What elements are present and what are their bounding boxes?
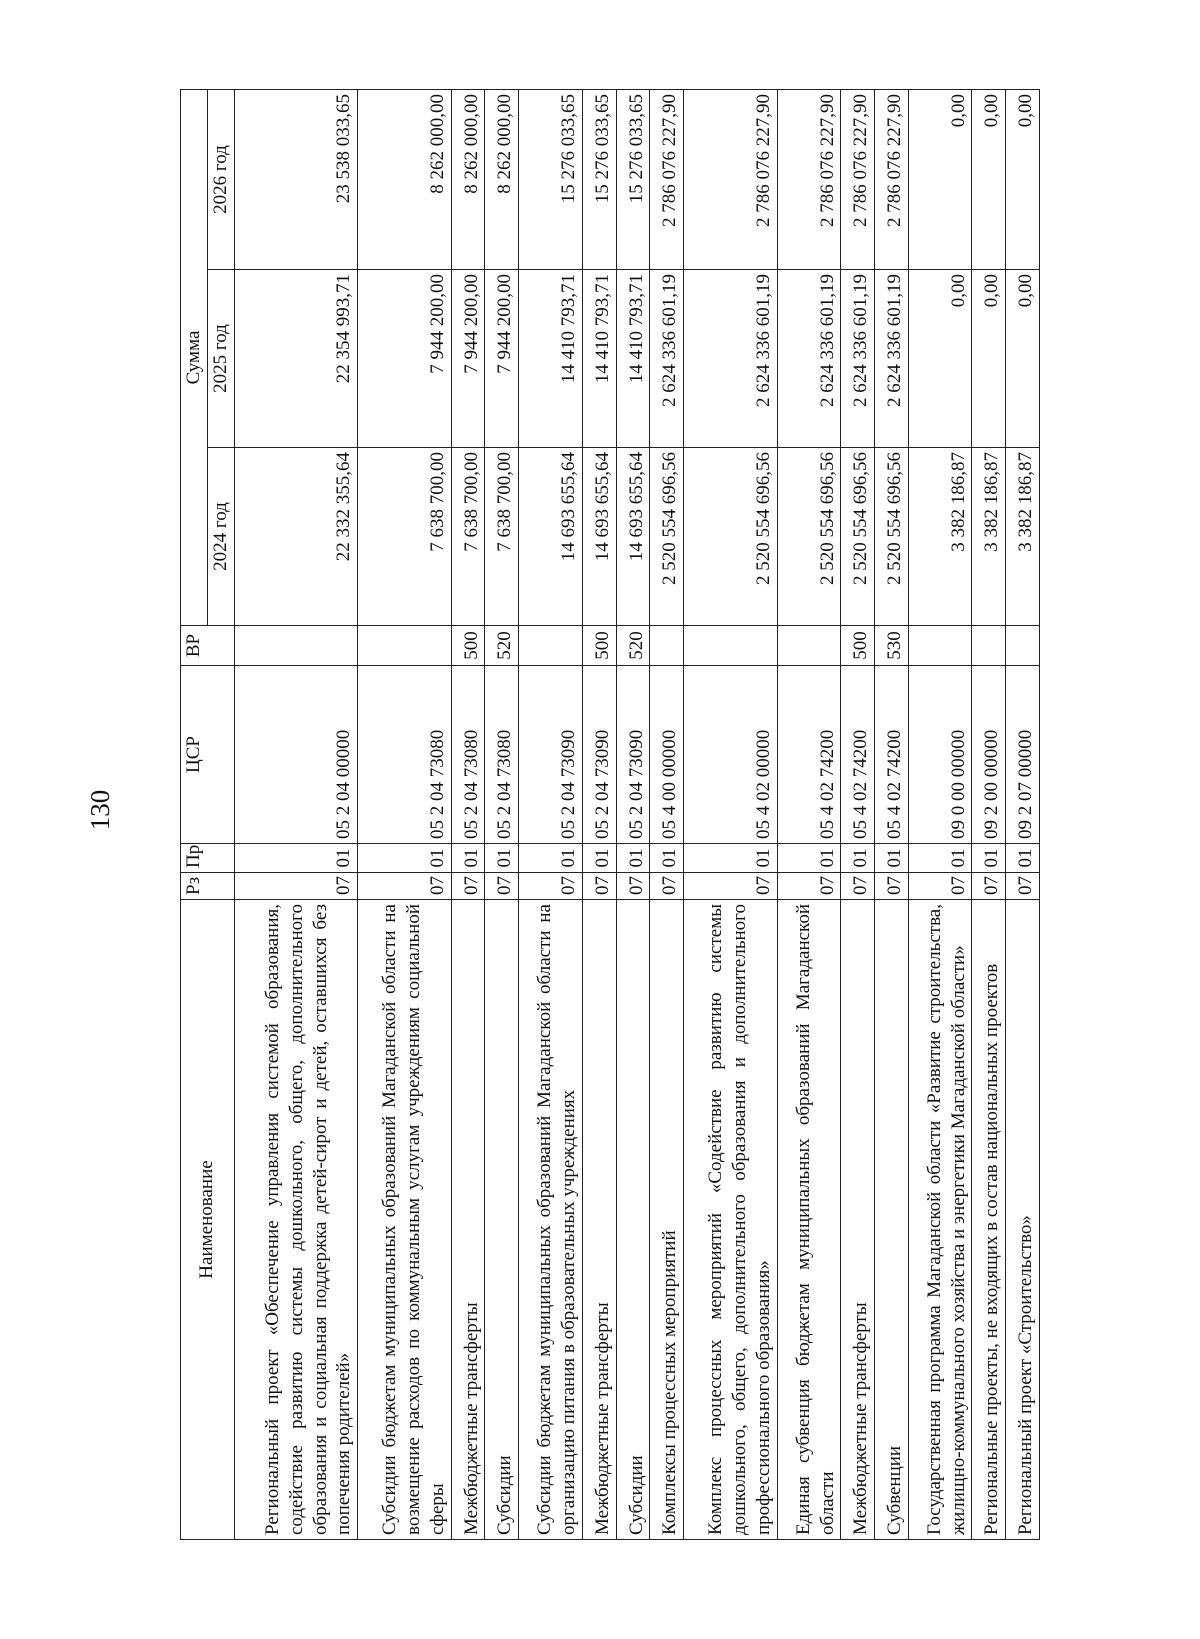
row-vr [972, 626, 1006, 666]
row-name: Межбюджетные трансферты [841, 900, 875, 1540]
row-sum-2026: 2 786 076 227,90 [777, 90, 841, 270]
row-sum-2026: 0,00 [908, 90, 972, 270]
row-sum-2025: 14 410 793,71 [519, 270, 583, 448]
row-pr: 01 [908, 844, 972, 873]
header-sum: Сумма [181, 90, 208, 626]
row-rz: 07 [874, 873, 908, 900]
row-csr: 05 2 04 73090 [519, 666, 583, 844]
row-sum-2025: 2 624 336 601,19 [841, 270, 875, 448]
row-pr: 01 [777, 844, 841, 873]
row-csr: 09 0 00 00000 [908, 666, 972, 844]
row-vr [777, 626, 841, 666]
row-sum-2024: 3 382 186,87 [972, 448, 1006, 626]
row-rz: 07 [683, 873, 777, 900]
row-pr: 01 [650, 844, 684, 873]
row-csr: 05 4 02 74200 [874, 666, 908, 844]
header-name: Наименование [181, 900, 235, 1540]
row-rz: 07 [616, 873, 650, 900]
table-row [1006, 90, 1040, 1540]
row-vr: 500 [841, 626, 875, 666]
row-sum-2024: 7 638 700,00 [451, 448, 485, 626]
row-rz: 07 [650, 873, 684, 900]
header-year-2025: 2025 год [207, 270, 234, 448]
row-sum-2024: 14 693 655,64 [582, 448, 616, 626]
row-sum-2024: 22 332 355,64 [234, 448, 358, 626]
row-sum-2026: 0,00 [1006, 90, 1040, 270]
row-name: Субвенции [874, 900, 908, 1540]
row-sum-2025: 14 410 793,71 [616, 270, 650, 448]
row-sum-2026: 2 786 076 227,90 [683, 90, 777, 270]
header-year-2026: 2026 год [207, 90, 234, 270]
table-row [841, 90, 875, 1540]
row-rz: 07 [582, 873, 616, 900]
row-csr: 05 4 02 74200 [777, 666, 841, 844]
row-csr: 05 4 02 00000 [683, 666, 777, 844]
row-name: Государственная программа Магаданской области «Развитие строительства, жилищно-коммунального хозяйства и энергетики Магаданской области» [908, 900, 972, 1540]
row-sum-2025: 22 354 993,71 [234, 270, 358, 448]
row-rz: 07 [841, 873, 875, 900]
row-sum-2024: 3 382 186,87 [1006, 448, 1040, 626]
row-sum-2026: 2 786 076 227,90 [874, 90, 908, 270]
row-sum-2025: 7 944 200,00 [451, 270, 485, 448]
row-pr: 01 [616, 844, 650, 873]
header-pr: Пр [181, 844, 235, 873]
row-vr: 500 [451, 626, 485, 666]
table-body [234, 90, 1040, 1540]
row-sum-2024: 7 638 700,00 [358, 448, 452, 626]
row-vr: 520 [616, 626, 650, 666]
row-sum-2025: 7 944 200,00 [485, 270, 519, 448]
header-csr: ЦСР [181, 666, 235, 844]
table-row [358, 90, 452, 1540]
header-year-2024: 2024 год [207, 448, 234, 626]
row-sum-2026: 8 262 000,00 [451, 90, 485, 270]
row-name: Комплексы процессных мероприятий [650, 900, 684, 1540]
row-sum-2025: 14 410 793,71 [582, 270, 616, 448]
row-rz: 07 [451, 873, 485, 900]
row-csr: 05 4 02 74200 [841, 666, 875, 844]
table-row [777, 90, 841, 1540]
table-row [451, 90, 485, 1540]
row-sum-2024: 7 638 700,00 [485, 448, 519, 626]
row-csr: 05 2 04 73090 [616, 666, 650, 844]
row-sum-2026: 2 786 076 227,90 [650, 90, 684, 270]
row-rz: 07 [908, 873, 972, 900]
row-sum-2026: 8 262 000,00 [358, 90, 452, 270]
row-name: Комплекс процессных мероприятий «Содействие развитию системы дошкольного, общего, дополнительного образования и дополнительного профессионального образования» [683, 900, 777, 1540]
row-vr [650, 626, 684, 666]
row-rz: 07 [1006, 873, 1040, 900]
row-sum-2026: 15 276 033,65 [582, 90, 616, 270]
row-vr: 500 [582, 626, 616, 666]
row-sum-2025: 0,00 [908, 270, 972, 448]
row-sum-2024: 14 693 655,64 [616, 448, 650, 626]
row-sum-2026: 23 538 033,65 [234, 90, 358, 270]
row-pr: 01 [1006, 844, 1040, 873]
row-sum-2024: 14 693 655,64 [519, 448, 583, 626]
row-name: Межбюджетные трансферты [582, 900, 616, 1540]
page-number: 130 [85, 789, 115, 831]
row-name: Субсидии бюджетам муниципальных образований Магаданской области на возмещение расходов по коммунальным услугам учреждениям социальной сферы [358, 900, 452, 1540]
table-row [650, 90, 684, 1540]
row-sum-2025: 0,00 [972, 270, 1006, 448]
row-name: Субсидии бюджетам муниципальных образований Магаданской области на организацию питания в образовательных учреждениях [519, 900, 583, 1540]
table-row [972, 90, 1006, 1540]
row-vr [683, 626, 777, 666]
row-sum-2025: 2 624 336 601,19 [874, 270, 908, 448]
table-row [908, 90, 972, 1540]
row-sum-2026: 15 276 033,65 [616, 90, 650, 270]
row-vr [519, 626, 583, 666]
row-vr [358, 626, 452, 666]
row-csr: 05 2 04 73090 [582, 666, 616, 844]
row-pr: 01 [582, 844, 616, 873]
row-sum-2024: 2 520 554 696,56 [841, 448, 875, 626]
row-rz: 07 [358, 873, 452, 900]
row-csr: 05 4 00 00000 [650, 666, 684, 844]
table-row [683, 90, 777, 1540]
row-pr: 01 [234, 844, 358, 873]
row-name: Субсидии [485, 900, 519, 1540]
row-name: Единая субвенция бюджетам муниципальных образований Магаданской области [777, 900, 841, 1540]
row-sum-2024: 2 520 554 696,56 [874, 448, 908, 626]
row-sum-2026: 15 276 033,65 [519, 90, 583, 270]
table-row [234, 90, 358, 1540]
table-row [519, 90, 583, 1540]
row-vr: 530 [874, 626, 908, 666]
row-csr: 05 2 04 73080 [358, 666, 452, 844]
row-sum-2025: 2 624 336 601,19 [777, 270, 841, 448]
row-sum-2024: 2 520 554 696,56 [683, 448, 777, 626]
row-sum-2026: 0,00 [972, 90, 1006, 270]
row-rz: 07 [519, 873, 583, 900]
row-rz: 07 [234, 873, 358, 900]
row-csr: 09 2 07 00000 [1006, 666, 1040, 844]
row-rz: 07 [972, 873, 1006, 900]
row-sum-2024: 2 520 554 696,56 [777, 448, 841, 626]
row-pr: 01 [972, 844, 1006, 873]
row-vr [234, 626, 358, 666]
row-sum-2024: 2 520 554 696,56 [650, 448, 684, 626]
table-row [616, 90, 650, 1540]
row-csr: 05 2 04 00000 [234, 666, 358, 844]
row-sum-2026: 8 262 000,00 [485, 90, 519, 270]
row-pr: 01 [451, 844, 485, 873]
row-pr: 01 [519, 844, 583, 873]
row-pr: 01 [485, 844, 519, 873]
row-sum-2025: 0,00 [1006, 270, 1040, 448]
rotated-table-container [180, 90, 1040, 1540]
row-sum-2024: 3 382 186,87 [908, 448, 972, 626]
row-name: Региональный проект «Обеспечение управления системой образования, содействие развитию системы дошкольного, общего, дополнительного образования и социальная поддержка детей-сирот и детей, оставшихся без попечения родителей» [234, 900, 358, 1540]
row-sum-2026: 2 786 076 227,90 [841, 90, 875, 270]
row-sum-2025: 2 624 336 601,19 [650, 270, 684, 448]
header-rz: Рз [181, 873, 235, 900]
row-pr: 01 [358, 844, 452, 873]
row-pr: 01 [841, 844, 875, 873]
row-vr: 520 [485, 626, 519, 666]
row-vr [1006, 626, 1040, 666]
row-sum-2025: 7 944 200,00 [358, 270, 452, 448]
row-pr: 01 [683, 844, 777, 873]
row-pr: 01 [874, 844, 908, 873]
row-name: Региональные проекты, не входящих в состав национальных проектов [972, 900, 1006, 1540]
row-name: Межбюджетные трансферты [451, 900, 485, 1540]
row-rz: 07 [485, 873, 519, 900]
row-csr: 05 2 04 73080 [485, 666, 519, 844]
table-row [485, 90, 519, 1540]
budget-table [180, 89, 1040, 1540]
row-csr: 09 2 00 00000 [972, 666, 1006, 844]
row-rz: 07 [777, 873, 841, 900]
row-vr [908, 626, 972, 666]
row-csr: 05 2 04 73080 [451, 666, 485, 844]
table-row [874, 90, 908, 1540]
row-name: Субсидии [616, 900, 650, 1540]
row-sum-2025: 2 624 336 601,19 [683, 270, 777, 448]
row-name: Региональный проект «Строительство» [1006, 900, 1040, 1540]
table-row [582, 90, 616, 1540]
header-vr: ВР [181, 626, 235, 666]
